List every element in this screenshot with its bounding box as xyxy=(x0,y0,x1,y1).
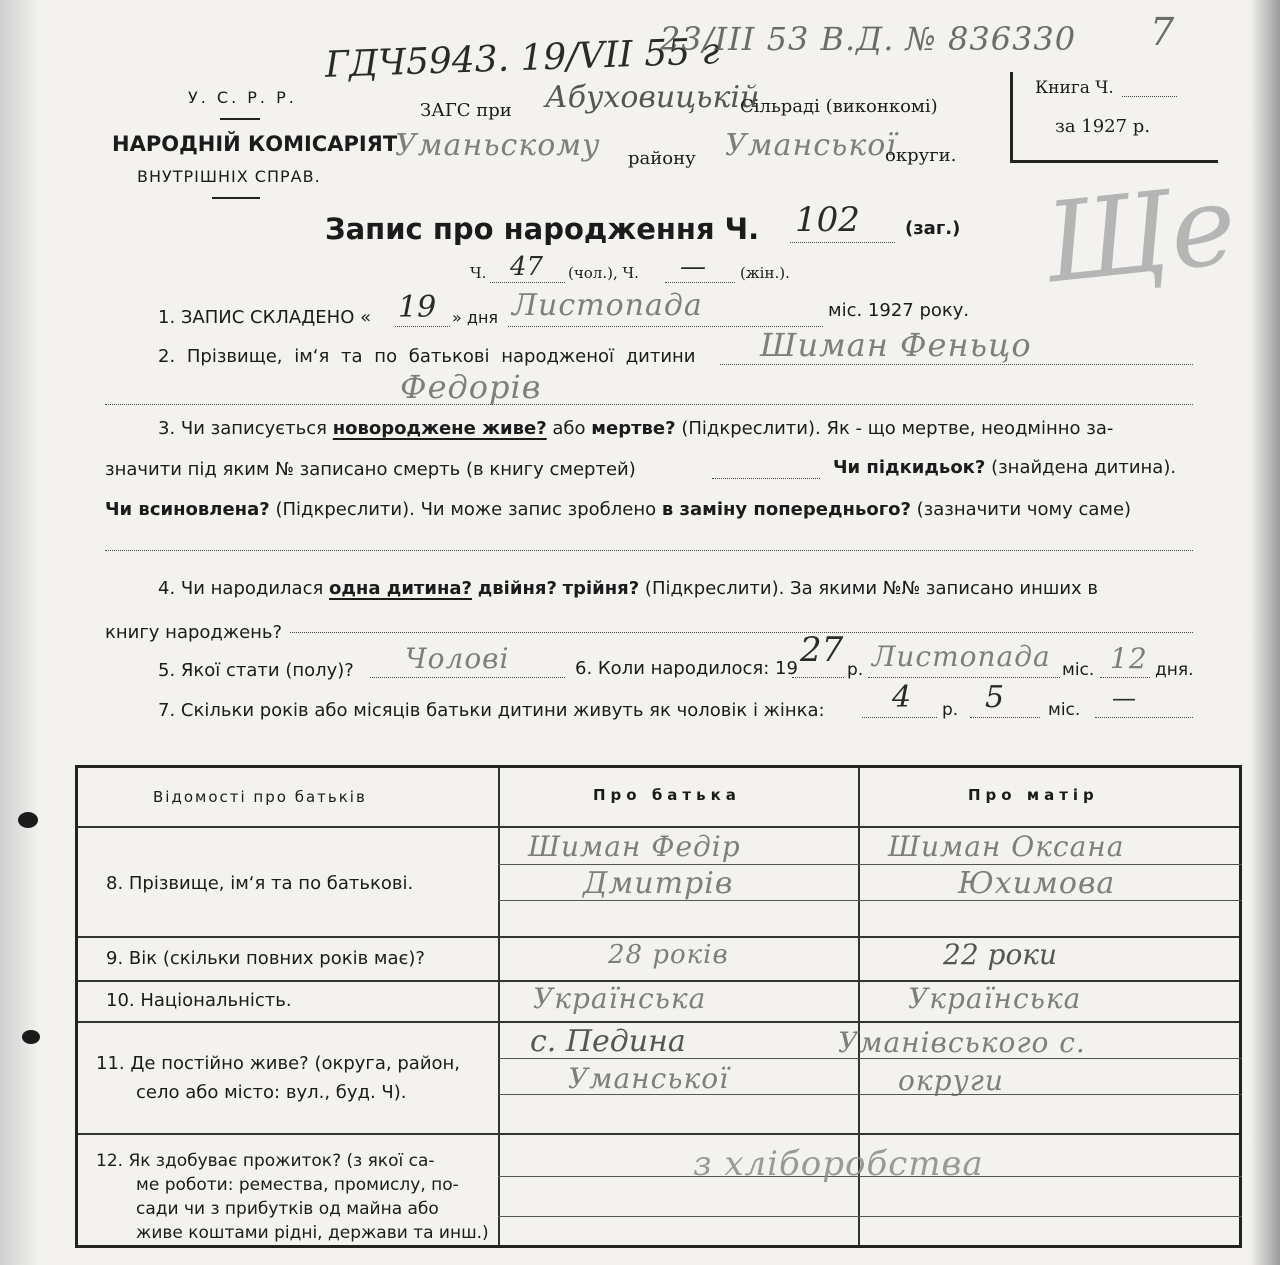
ink-blot xyxy=(22,1030,40,1044)
item4-prefix: 4. Чи народилася xyxy=(158,578,324,599)
table-column-divider xyxy=(498,768,500,1245)
title-ch-label: Ч. xyxy=(470,264,487,282)
item3-foundling-note: (знайдена дитина). xyxy=(991,457,1177,478)
row-residence-label-line1: 11. Де постійно живе? (округа, район, xyxy=(96,1053,461,1074)
zags-village-handwritten: Абуховицькій xyxy=(545,80,760,115)
table-header-mother: Про матір xyxy=(968,786,1099,804)
female-count-line xyxy=(665,282,735,283)
item3-or: або xyxy=(552,418,586,439)
row-nationality-label: 10. Національність. xyxy=(106,990,292,1011)
item7-dash-handwritten: — xyxy=(1112,684,1136,712)
item6-day-handwritten: 12 xyxy=(1110,642,1148,675)
item7-months-handwritten: 5 xyxy=(985,680,1005,715)
table-row-divider xyxy=(78,826,1239,828)
item1-mid: » дня xyxy=(452,308,499,327)
father-name-handwritten: Шиман Федір xyxy=(528,830,741,863)
male-count-handwritten: 47 xyxy=(510,252,544,282)
item6-day-line xyxy=(1100,677,1150,678)
father-patronymic-handwritten: Дмитрів xyxy=(583,866,734,901)
row-residence-label-line2: село або місто: вул., буд. Ч). xyxy=(136,1082,407,1103)
row-livelihood-label-line4: живе коштами рідні, держави та инш.) xyxy=(136,1223,489,1243)
item6-day-label: дня. xyxy=(1155,660,1194,680)
item7-months-line xyxy=(970,717,1040,718)
item3-death-line xyxy=(712,478,820,479)
header-commissariat: НАРОДНІЙ КОМІСАРІЯТ xyxy=(112,132,398,156)
item3-prefix: 3. Чи записується xyxy=(158,418,327,439)
item4-line1 xyxy=(158,578,1098,599)
header-ussr: У. С. Р. Р. xyxy=(188,88,297,107)
row-livelihood-label-line1: 12. Як здобуває прожиток? (з якої са- xyxy=(96,1151,435,1171)
header-divider xyxy=(212,197,260,199)
header-divider xyxy=(220,118,260,120)
writing-line xyxy=(498,1216,858,1217)
item2-patronymic-line xyxy=(105,404,1193,405)
scan-left-edge-shadow xyxy=(0,0,40,1265)
item5-sex-handwritten: Чолові xyxy=(405,642,510,675)
item3-alive-option: новороджене живе? xyxy=(332,418,547,439)
item6-month-label: міс. xyxy=(1062,660,1095,680)
table-row-divider xyxy=(78,936,1239,938)
scan-right-edge-shadow xyxy=(1250,0,1280,1265)
writing-line xyxy=(858,864,1242,865)
record-number-handwritten: 102 xyxy=(795,200,860,240)
item6-year-line xyxy=(792,677,844,678)
mother-residence-handwritten-1: Уманівського с. xyxy=(838,1026,1086,1059)
item7-years-line xyxy=(862,717,937,718)
item3-death-register: значити під яким № записано смерть (в книгу смертей) xyxy=(105,459,636,480)
item5-label: 5. Якої стати (полу)? xyxy=(158,660,354,681)
handwritten-corner-mark: 7 xyxy=(1150,10,1176,54)
item3-replace-question: (Підкреслити). Чи може запис зроблено xyxy=(275,499,657,520)
mother-nationality-handwritten: Українська xyxy=(908,982,1082,1015)
table-header-father: Про батька xyxy=(593,786,741,804)
mother-residence-handwritten-2: округи xyxy=(898,1064,1004,1097)
handwritten-certificate-note: 23/III 53 В.Д. № 836330 xyxy=(660,20,1077,58)
item6-label: 6. Коли народилося: 19 xyxy=(575,658,798,679)
item4-triplets-option: трійня? xyxy=(562,578,640,599)
item7-extra-line xyxy=(1095,717,1193,718)
zags-raion-label: району xyxy=(628,148,696,169)
mother-patronymic-handwritten: Юхимова xyxy=(958,866,1116,901)
item2-name-line xyxy=(720,364,1193,365)
item3-line2-right xyxy=(833,457,1176,478)
row-age-label: 9. Вік (скільки повних років має)? xyxy=(106,948,425,969)
writing-line xyxy=(498,864,858,865)
zags-okruha-label: округи. xyxy=(885,145,957,166)
female-count-handwritten: — xyxy=(680,252,706,282)
parents-info-table xyxy=(75,765,1242,1248)
row-name-label: 8. Прізвище, ім‘я та по батькові. xyxy=(106,873,414,894)
item3-foundling-option: Чи підкидьок? xyxy=(833,457,986,478)
mother-age-handwritten: 22 роки xyxy=(943,938,1058,971)
item4-instruction: (Підкреслити). За якими №№ записано инших в xyxy=(644,578,1099,599)
item2-label: 2. Прізвище, ім‘я та по батькові народженої дитини xyxy=(158,346,696,367)
zags-raion-handwritten: Уманьскому xyxy=(395,128,601,163)
item3-line2 xyxy=(105,459,636,480)
item1-end: міс. 1927 року. xyxy=(828,300,970,321)
table-header-parents-info: Відомості про батьків xyxy=(153,788,367,806)
item3-replacement-note: (зазначити чому саме) xyxy=(916,499,1132,520)
item3-instruction: (Підкреслити). Як - що мертве, неодмінно за- xyxy=(681,418,1114,439)
table-row-divider xyxy=(78,1133,1239,1135)
item3-adopted-option: Чи всиновлена? xyxy=(105,499,270,520)
father-residence-handwritten-1: с. Педина xyxy=(530,1024,686,1059)
item4-register-line xyxy=(290,632,1193,633)
item2-name-handwritten: Шиман Феньцо xyxy=(760,326,1032,364)
female-label: (жін.). xyxy=(740,264,790,282)
item4-twins-option: двійня? xyxy=(477,578,557,599)
row-livelihood-label-line3: сади чи з прибутків од майна або xyxy=(136,1199,439,1219)
item4-single-option: одна дитина? xyxy=(329,578,473,599)
male-label: (чол.), Ч. xyxy=(568,264,639,282)
father-residence-handwritten-2: Уманської xyxy=(568,1062,730,1095)
row-livelihood-label-line2: ме роботи: ремества, промислу, по- xyxy=(136,1175,459,1195)
ink-blot xyxy=(18,812,38,828)
item2-patronymic-handwritten: Федорів xyxy=(400,368,542,406)
item3-dead-option: мертве? xyxy=(591,418,676,439)
livelihood-handwritten: з хліборобства xyxy=(693,1144,984,1184)
item3-line3 xyxy=(105,499,1131,520)
zags-prefix: ЗАГС при xyxy=(420,100,512,121)
writing-line xyxy=(858,1216,1242,1217)
item6-year-suffix: р. xyxy=(847,660,864,680)
book-label: Книга Ч. xyxy=(1035,78,1114,98)
item1-day-line xyxy=(395,326,450,327)
item1-label: 1. ЗАПИС СКЛАДЕНО « xyxy=(158,307,372,328)
item6-year-handwritten: 27 xyxy=(800,630,844,670)
item6-month-line xyxy=(868,677,1060,678)
book-number-line xyxy=(1122,96,1177,97)
handwritten-archive-code: ГДЧ5943. 19/VII 55 г xyxy=(324,31,721,86)
item4-line2: книгу народжень? xyxy=(105,622,283,643)
item7-months-label: міс. xyxy=(1048,700,1081,720)
item1-month-handwritten: Листопада xyxy=(512,288,703,323)
zags-village-council-label: Сільраді (виконкомі) xyxy=(740,96,938,117)
item1-day-handwritten: 19 xyxy=(398,290,437,325)
page-title: Запис про народження Ч. xyxy=(325,212,760,246)
male-count-line xyxy=(490,282,565,283)
record-number-line xyxy=(790,242,895,243)
item6-month-handwritten: Листопада xyxy=(872,640,1051,673)
mother-name-handwritten: Шиман Оксана xyxy=(888,830,1125,863)
item3-reason-line xyxy=(105,550,1193,551)
book-year: за 1927 р. xyxy=(1055,116,1151,137)
zags-okruha-handwritten: Уманської xyxy=(725,128,897,163)
handwritten-large-mark: Ще xyxy=(1038,160,1242,308)
header-internal-affairs: ВНУТРІШНІХ СПРАВ. xyxy=(137,167,321,186)
item7-label: 7. Скільки років або місяців батьки дитини живуть як чоловік і жінка: xyxy=(158,700,825,721)
table-row-divider xyxy=(78,1021,1239,1023)
title-suffix: (заг.) xyxy=(905,218,961,239)
item3-line1 xyxy=(158,418,1113,439)
father-nationality-handwritten: Українська xyxy=(533,982,707,1015)
item7-years-handwritten: 4 xyxy=(892,680,912,715)
item3-replacement-option: в заміну попереднього? xyxy=(661,499,911,520)
item7-years-label: р. xyxy=(942,700,959,720)
item5-sex-line xyxy=(370,677,565,678)
father-age-handwritten: 28 років xyxy=(608,940,729,970)
